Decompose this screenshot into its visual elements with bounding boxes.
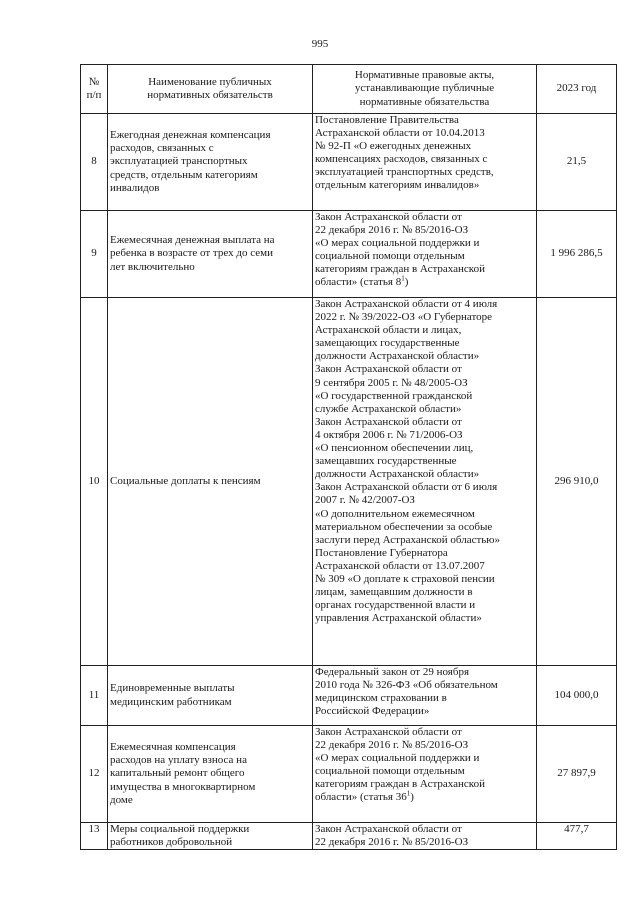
obligation-name: Ежемесячная денежная выплата на ребенка в возрасте от трех до семи лет включительно — [108, 211, 313, 298]
row-number: 12 — [81, 726, 108, 823]
header-year: 2023 год — [537, 65, 617, 114]
legal-acts: Закон Астраханской области от 22 декабря 2016 г. № 85/2016-ОЗ «О мерах социальной поддержки и социальной помощи отдельным категориям граждан в Астраханской области» (статья $36^1$) — [313, 726, 537, 823]
obligation-name: Ежемесячная компенсация расходов на уплату взноса на капитальный ремонт общего имущества в многоквартирном доме — [108, 726, 313, 823]
row-number: 10 — [81, 298, 108, 666]
legal-acts: Закон Астраханской области от 4 июля 2022 г. № 39/2022-ОЗ «О Губернаторе Астраханской области и лицах, замещающих государственные должности Астраханской области» Закон Астраханской области от 9 сентября 2005 г. № 48/2005-ОЗ «О государственной гражданской службе Астраханской области» Закон Астраханской области от 4 октября 2006 г. № 71/2006-ОЗ «О пенсионном обеспечении лиц, замещавших государственные должности Астраханской области» Закон Астраханской области от 6 июля 2007 г. № 42/2007-ОЗ «О дополнительном ежемесячном материальном обеспечении за особые заслуги перед Астраханской областью» Постановление Губернатора Астраханской области от 13.07.2007 № 309 «О доплате к страховой пенсии лицам, замещавшим должности в органах государственной власти и управления Астраханской области» — [313, 298, 537, 666]
page-number: 995 — [311, 38, 329, 50]
table-row — [81, 666, 617, 726]
amount-2023: 1 996 286,5 — [537, 211, 617, 298]
row-number: 8 — [81, 114, 108, 211]
header-acts: Нормативные правовые акты, устанавливающие публичные нормативные обязательства — [313, 65, 537, 114]
amount-2023: 296 910,0 — [537, 298, 617, 666]
amount-2023: 477,7 — [537, 823, 617, 850]
obligation-name: Единовременные выплаты медицинским работникам — [108, 666, 313, 726]
row-number: 13 — [81, 823, 108, 850]
amount-2023: 27 897,9 — [537, 726, 617, 823]
amount-2023: 21,5 — [537, 114, 617, 211]
row-number: 11 — [81, 666, 108, 726]
legal-acts: Закон Астраханской области от 22 декабря 2016 г. № 85/2016-ОЗ — [313, 823, 537, 850]
legal-acts: Закон Астраханской области от 22 декабря 2016 г. № 85/2016-ОЗ «О мерах социальной поддержки и социальной помощи отдельным категориям граждан в Астраханской области» (статья $8^1$) — [313, 211, 537, 298]
row-number: 9 — [81, 211, 108, 298]
table-row — [81, 726, 617, 823]
table-row — [81, 298, 617, 666]
table-row — [81, 211, 617, 298]
obligation-name: Социальные доплаты к пенсиям — [108, 298, 313, 666]
amount-2023: 104 000,0 — [537, 666, 617, 726]
obligation-name: Меры социальной поддержки работников добровольной — [108, 823, 313, 850]
obligation-name: Ежегодная денежная компенсация расходов, связанных с эксплуатацией транспортных средств, отдельным категориям инвалидов — [108, 114, 313, 211]
header-num: № п/п — [81, 65, 108, 114]
obligations-table — [80, 64, 617, 850]
legal-acts: Постановление Правительства Астраханской области от 10.04.2013 № 92-П «О ежегодных денежных компенсациях расходов, связанных с эксплуатацией транспортных средств, отдельным категориям инвалидов» — [313, 114, 537, 211]
table-header-row — [81, 65, 617, 114]
table-row — [81, 114, 617, 211]
legal-acts: Федеральный закон от 29 ноября 2010 года № 326-ФЗ «Об обязательном медицинском страховании в Российской Федерации» — [313, 666, 537, 726]
header-name: Наименование публичных нормативных обязательств — [108, 65, 313, 114]
table-row — [81, 823, 617, 850]
